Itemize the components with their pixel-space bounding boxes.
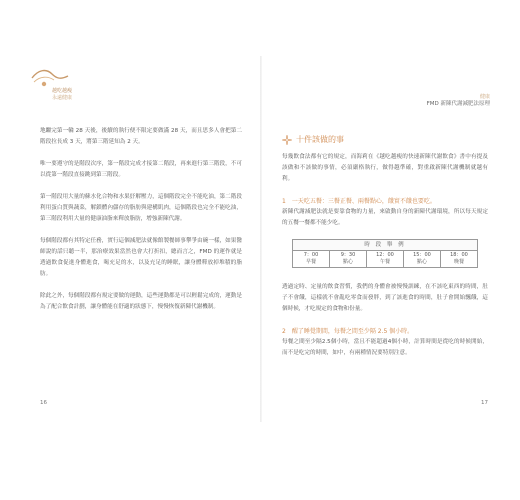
paragraph: 地繼完第一輪 28 天後，後續的執行便不限定要做滿 28 天，而且思多人會把第二階段拉長成 3 天，將第三階延知為 2 天。 (40, 128, 242, 145)
schedule-slot (366, 251, 403, 267)
right-body-top (282, 152, 488, 240)
slot-time: 15：00 (413, 252, 431, 258)
point-2-text: 每餐之間至少隔2.5個小時，當且不能超過4個小時，計算時間是從吃的時候開始，而不是吃完的時間，如中，有兩種情況要特別注意。 (282, 339, 488, 356)
running-head-title: 越吃越瘦 (52, 88, 73, 94)
paragraph: 第一階段用大量的蘇水化合物和水果紓解壓力，這個階段完全不能吃油，第二階段利用蛋白質與蔬菜，解鎖體內儲存的脂肪與建構肌肉，這個階段也完全不能吃油，第三階段利用大量的健康油脂來釋放脂肪，增強新陳代謝。 (40, 194, 242, 222)
running-head-section: 健康 (479, 94, 490, 100)
slot-time: 18：00 (450, 252, 468, 258)
slot-meal: 晚餐 (453, 259, 464, 265)
schedule-title: 時 段 舉 例 (292, 239, 478, 250)
slot-meal: 點心 (416, 259, 427, 265)
slot-meal: 點心 (342, 259, 353, 265)
paragraph: 每個階段都有其特定任務，實行這個減肥法就像館製餐師事攀爭由碗一樣，如果醫師說的話只聽一半，那治療效果當然也會大打折扣，總而言之，FMD 的運作就是透過飲食促進身體進食，喝充足的水，以及充足的睡眠，讓身體釋放掉堆積的脂肪。 (40, 238, 242, 277)
book-spread (20, 56, 502, 422)
running-head-chapter: FMD 新陳代謝減肥法原理 (426, 101, 490, 107)
page-number-right: 17 (481, 400, 488, 406)
section-title: 十件該做的事 (296, 135, 344, 144)
point-1-heading: 1 一天吃五餐：三餐正餐、兩餐點心，餓實不餓也要吃。 (282, 198, 436, 205)
meal-schedule-table (292, 239, 478, 268)
left-body (40, 126, 242, 324)
right-page (262, 56, 502, 422)
intro-paragraph: 每幾飲食法都有它的規定，而海莉在《越吃越瘦的快速新陳代謝飲食》書中有提及該做和不該做的事情，必須嚴格執行，做得越準確，對重啟新陳代謝機制就越有利。 (282, 154, 488, 182)
section-heading (282, 134, 344, 145)
left-page (20, 56, 260, 422)
schedule-slot (403, 251, 440, 267)
page-number-left: 16 (40, 400, 47, 406)
slot-time: 12：00 (376, 252, 394, 258)
schedule-slot (440, 251, 477, 267)
schedule-slot (293, 251, 329, 267)
running-head-subtitle: 永遠健康 (52, 95, 73, 101)
slot-meal: 早餐 (305, 259, 316, 265)
paragraph: 唯一要遵守的是階段次序，第一階段完成才接第二階段，再來進行第三階段，不可以從第一階段直接跳到第三階段。 (40, 161, 242, 178)
schedule-grid (292, 250, 478, 268)
sparkle-icon (282, 135, 292, 145)
slot-meal: 午餐 (379, 259, 390, 265)
slot-time: 9：30 (340, 252, 356, 258)
schedule-slot (329, 251, 366, 267)
running-head-right (427, 94, 490, 108)
after-schedule-paragraph: 透過定時、定量的飲食習慣，我們的身體會被慢慢訓練，在不該吃東西的時間，肚子不會餓，這樣就不會亂吃零食而發胖，到了該進食的時間，肚子會開始飄餓，這個時候，才吃規定的食物和份量。 (282, 284, 488, 312)
point-1-text: 新陳代謝減肥法就是要靠食物的力量，來啟動自身的新陳代謝環境，所以每天規定的五餐一餐都不能少吃。 (282, 209, 488, 226)
point-2-heading: 2 醒了睡覺期間，每餐之間至少隔 2.5 個小時。 (282, 328, 414, 335)
right-body-bottom (282, 282, 488, 370)
paragraph: 除此之外，每個階段都有規定要做的運動，這些運動都是可以輕鬆完成的，運動是為了配合飲食計劃，讓身體能在舒適的狀態下，慢慢恢復新陳代謝機制。 (40, 293, 242, 310)
slot-time: 7：00 (303, 252, 319, 258)
